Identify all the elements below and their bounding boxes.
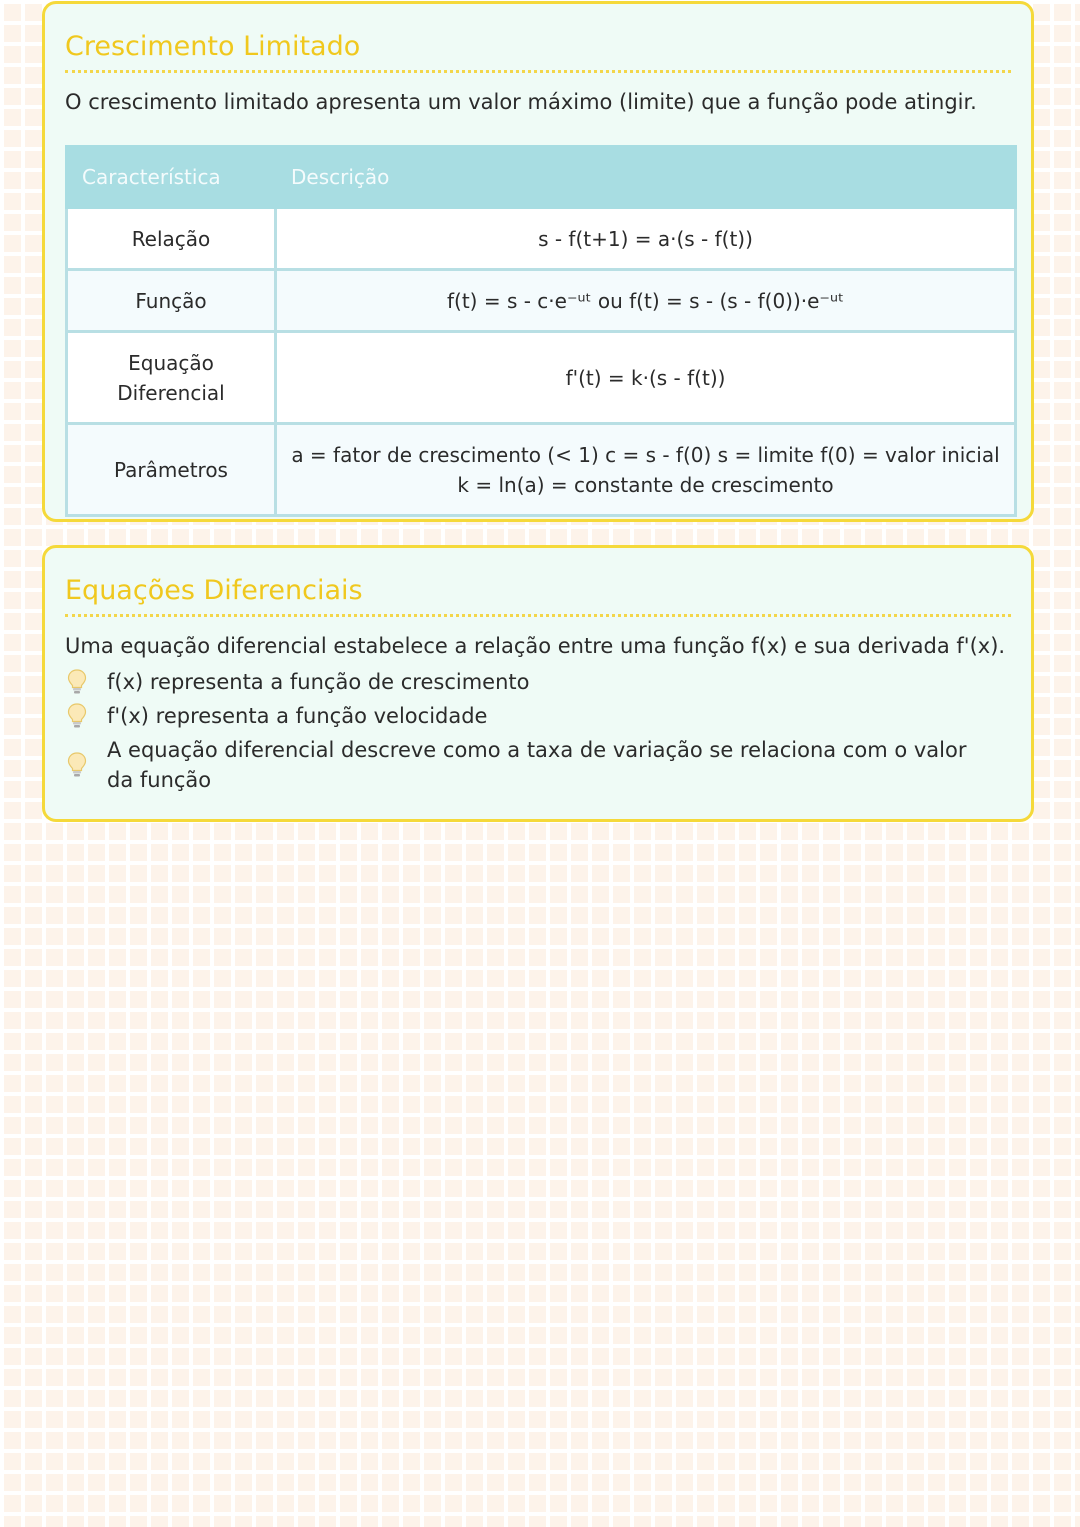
table-cell: f'(t) = k·(s - f(t)) [276,332,1016,424]
list-item [65,667,1011,697]
limited-growth-card [42,1,1034,522]
table-cell: f(t) = s - c·e⁻ᵘᵗ ou f(t) = s - (s - f(0))·e⁻ᵘᵗ [276,270,1016,332]
lightbulb-icon [67,752,87,778]
section-intro: O crescimento limitado apresenta um valor máximo (limite) que a função pode atingir. [65,90,977,114]
table-header-row [67,147,1016,208]
table-row [67,270,1016,332]
lightbulb-icon [67,669,87,695]
table-cell: Equação Diferencial [67,332,276,424]
list-item [65,701,1011,731]
list-item-text: A equação diferencial descreve como a taxa de variação se relaciona com o valor da função [107,738,967,792]
table-cell: s - f(t+1) = a·(s - f(t)) [276,208,1016,270]
list-item-text: f'(x) representa a função velocidade [107,704,488,728]
differential-equations-card [42,545,1034,822]
table-row [67,424,1016,516]
table-cell: Função [67,270,276,332]
column-header-description: Descrição [276,147,1016,208]
table-cell: Relação [67,208,276,270]
table-cell: a = fator de crescimento (< 1) c = s - f(0) s = limite f(0) = valor inicial k = ln(a) = constante de crescimento [276,424,1016,516]
table-row [67,332,1016,424]
list-item-text: f(x) representa a função de crescimento [107,670,530,694]
section-intro: Uma equação diferencial estabelece a relação entre uma função f(x) e sua derivada f'(x). [65,634,1006,658]
table-cell: Parâmetros [67,424,276,516]
table-row [67,208,1016,270]
section-title: Crescimento Limitado [65,30,1011,73]
section-title: Equações Diferenciais [65,574,1011,617]
column-header-characteristic: Característica [67,147,276,208]
characteristics-table [65,145,1017,517]
bullet-list [65,667,1011,795]
lightbulb-icon [67,703,87,729]
list-item [65,735,1011,795]
